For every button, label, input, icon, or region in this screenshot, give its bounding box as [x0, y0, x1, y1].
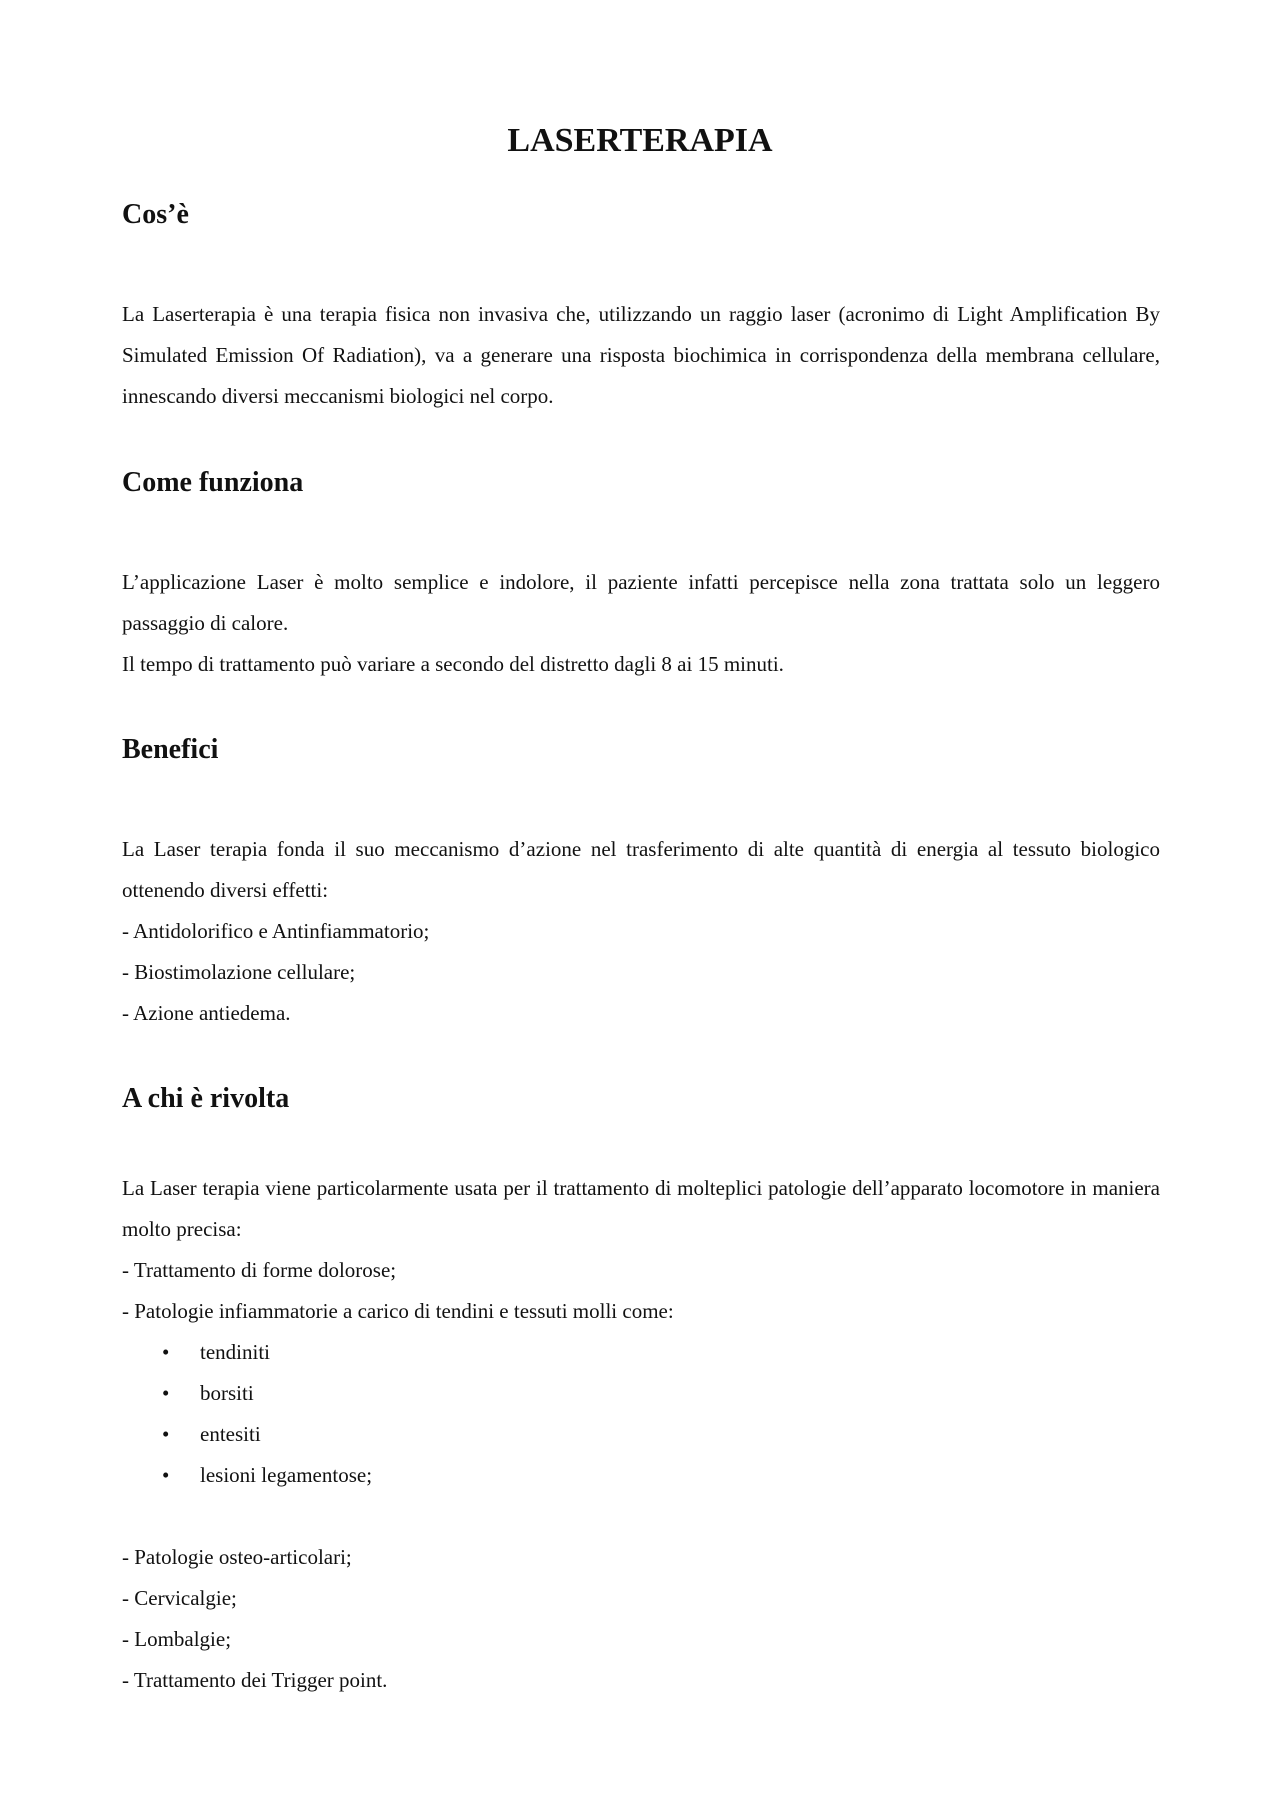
bullet-icon: •	[162, 1340, 170, 1364]
section-body-benefici	[122, 829, 1160, 1034]
list-line: - Azione antiedema.	[122, 1001, 291, 1025]
bullet-list-item	[122, 1414, 722, 1455]
bullet-text: lesioni legamentose;	[200, 1463, 373, 1487]
section-body-come-funziona	[122, 562, 1160, 685]
bullet-list-item	[122, 1455, 722, 1496]
bullet-text: tendiniti	[200, 1340, 270, 1364]
bullet-text: borsiti	[200, 1381, 254, 1405]
bullet-list-patologie	[122, 1332, 722, 1496]
bullet-text: entesiti	[200, 1422, 261, 1446]
bullet-list-item	[122, 1373, 722, 1414]
section-heading-cose: Cos’è	[122, 199, 189, 230]
list-line: - Trattamento dei Trigger point.	[122, 1668, 388, 1692]
document-title: LASERTERAPIA	[507, 122, 773, 159]
section-paragraph-come-funziona: L’applicazione Laser è molto semplice e indolore, il paziente infatti percepisce nella zona trattata solo un leggero passaggio di calore.	[122, 570, 1160, 635]
bullet-icon: •	[162, 1422, 170, 1446]
list-line: - Trattamento di forme dolorose;	[122, 1258, 397, 1282]
list-line: - Patologie infiammatorie a carico di tendini e tessuti molli come:	[122, 1299, 674, 1323]
bullet-icon: •	[162, 1381, 170, 1405]
section-paragraph-cose: La Laserterapia è una terapia fisica non invasiva che, utilizzando un raggio laser (acronimo di Light Amplification By Simulated Emission Of Radiation), va a generare una risposta biochimica in corrispondenza della membrana cellulare, innescando diversi meccanismi biologici nel corpo.	[122, 302, 1160, 408]
list-line: - Cervicalgie;	[122, 1586, 237, 1610]
bullet-list-item	[122, 1332, 722, 1373]
list-line: - Antidolorifico e Antinfiammatorio;	[122, 919, 430, 943]
list-line: - Biostimolazione cellulare;	[122, 960, 356, 984]
section-heading-a-chi-e-rivolta: A chi è rivolta	[122, 1083, 290, 1114]
section-body-a-chi-e-rivolta	[122, 1168, 1160, 1332]
bullet-icon: •	[162, 1463, 170, 1487]
list-line: - Patologie osteo-articolari;	[122, 1545, 352, 1569]
section-heading-benefici: Benefici	[122, 734, 219, 765]
text-line: Il tempo di trattamento può variare a secondo del distretto dagli 8 ai 15 minuti.	[122, 652, 784, 676]
section-paragraph-benefici: La Laser terapia fonda il suo meccanismo d’azione nel trasferimento di alte quantità di energia al tessuto biologico ottenendo diversi effetti:	[122, 837, 1160, 902]
section-paragraph-a-chi-e-rivolta: La Laser terapia viene particolarmente usata per il trattamento di molteplici patologie dell’apparato locomotore in maniera molto precisa:	[122, 1176, 1160, 1241]
section-heading-come-funziona: Come funziona	[122, 467, 304, 498]
list-line: - Lombalgie;	[122, 1627, 232, 1651]
section-body-after-bullets	[122, 1537, 1160, 1701]
